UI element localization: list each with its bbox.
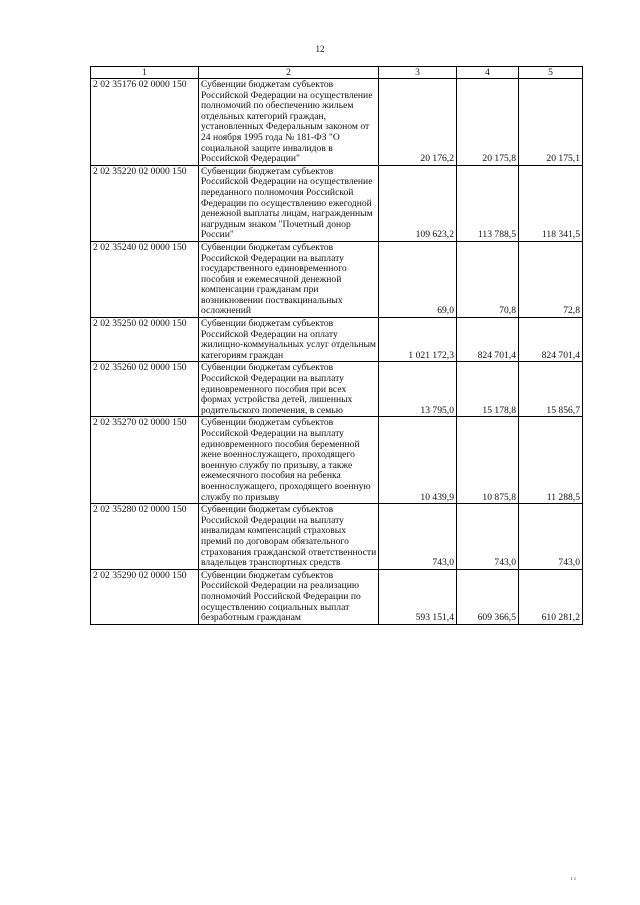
cell-value-col5: 11 288,5	[519, 417, 583, 504]
cell-value-col4: 743,0	[457, 504, 519, 570]
cell-value-col4: 113 788,5	[457, 165, 519, 241]
cell-code: 2 02 35250 02 0000 150	[91, 318, 199, 362]
cell-value-col5: 20 175,1	[519, 79, 583, 166]
header-col-5: 5	[519, 67, 583, 79]
table-row	[91, 417, 583, 504]
cell-value-col3: 593 151,4	[379, 569, 457, 624]
header-row	[91, 67, 583, 79]
table-row	[91, 165, 583, 241]
cell-code: 2 02 35270 02 0000 150	[91, 417, 199, 504]
cell-value-col3: 20 176,2	[379, 79, 457, 166]
page-number: 12	[315, 44, 325, 54]
cell-value-col5: 72,8	[519, 241, 583, 317]
table-row	[91, 318, 583, 362]
cell-description: Субвенции бюджетам субъектов Российской Федерации на выплату государственного единовременного пособия и ежемесячной денежной компенсации гражданам при возникновении поствакцинальных осложнений	[199, 241, 379, 317]
cell-value-col4: 15 178,8	[457, 362, 519, 417]
cell-value-col4: 70,8	[457, 241, 519, 317]
cell-description: Субвенции бюджетам субъектов Российской Федерации на осуществление переданного полномочия Российской Федерации по осуществлению ежегодной денежной выплаты лицам, награжденным нагрудным знаком "Почетный донор России"	[199, 165, 379, 241]
cell-value-col4: 20 175,8	[457, 79, 519, 166]
cell-description: Субвенции бюджетам субъектов Российской Федерации на выплату инвалидам компенсаций страховых премий по договорам обязательного страхования гражданской ответственности владельцев транспортных средств	[199, 504, 379, 570]
cell-value-col3: 109 623,2	[379, 165, 457, 241]
cell-code: 2 02 35280 02 0000 150	[91, 504, 199, 570]
table-header	[91, 67, 583, 79]
cell-value-col5: 15 856,7	[519, 362, 583, 417]
header-col-1: 1	[91, 67, 199, 79]
header-col-3: 3	[379, 67, 457, 79]
table-body	[91, 79, 583, 625]
cell-value-col3: 743,0	[379, 504, 457, 570]
cell-code: 2 02 35220 02 0000 150	[91, 165, 199, 241]
budget-table	[90, 66, 583, 625]
cell-value-col5: 118 341,5	[519, 165, 583, 241]
cell-code: 2 02 35176 02 0000 150	[91, 79, 199, 166]
cell-description: Субвенции бюджетам субъектов Российской Федерации на выплату единовременного пособия при всех формах устройства детей, лишенных родительского попечения, в семью	[199, 362, 379, 417]
cell-value-col4: 609 366,5	[457, 569, 519, 624]
cell-code: 2 02 35290 02 0000 150	[91, 569, 199, 624]
cell-value-col3: 10 439,9	[379, 417, 457, 504]
cell-value-col4: 10 875,8	[457, 417, 519, 504]
cell-description: Субвенции бюджетам субъектов Российской Федерации на оплату жилищно-коммунальных услуг отдельным категориям граждан	[199, 318, 379, 362]
cell-value-col4: 824 701,4	[457, 318, 519, 362]
cell-description: Субвенции бюджетам субъектов Российской Федерации на реализацию полномочий Российской Федерации по осуществлению социальных выплат безработным гражданам	[199, 569, 379, 624]
cell-code: 2 02 35260 02 0000 150	[91, 362, 199, 417]
cell-code: 2 02 35240 02 0000 150	[91, 241, 199, 317]
cell-value-col5: 610 281,2	[519, 569, 583, 624]
cell-value-col5: 743,0	[519, 504, 583, 570]
cell-description: Субвенции бюджетам субъектов Российской Федерации на выплату единовременного пособия беременной жене военнослужащего, проходящего военную службу по призыву, а также ежемесячного пособия на ребенка военнослужащего, проходящего военную службу по призыву	[199, 417, 379, 504]
table-row	[91, 79, 583, 166]
header-col-2: 2	[199, 67, 379, 79]
cell-description: Субвенции бюджетам субъектов Российской Федерации на осуществление полномочий по обеспечению жильем отдельных категорий граждан, установленных Федеральным законом от 24 ноября 1995 года № 181-ФЗ "О социальной защите инвалидов в Российской Федерации"	[199, 79, 379, 166]
table-row	[91, 504, 583, 570]
cell-value-col5: 824 701,4	[519, 318, 583, 362]
scan-mark: ı ı	[571, 876, 576, 882]
table-row	[91, 569, 583, 624]
cell-value-col3: 13 795,0	[379, 362, 457, 417]
cell-value-col3: 69,0	[379, 241, 457, 317]
table-row	[91, 362, 583, 417]
cell-value-col3: 1 021 172,3	[379, 318, 457, 362]
header-col-4: 4	[457, 67, 519, 79]
table-row	[91, 241, 583, 317]
